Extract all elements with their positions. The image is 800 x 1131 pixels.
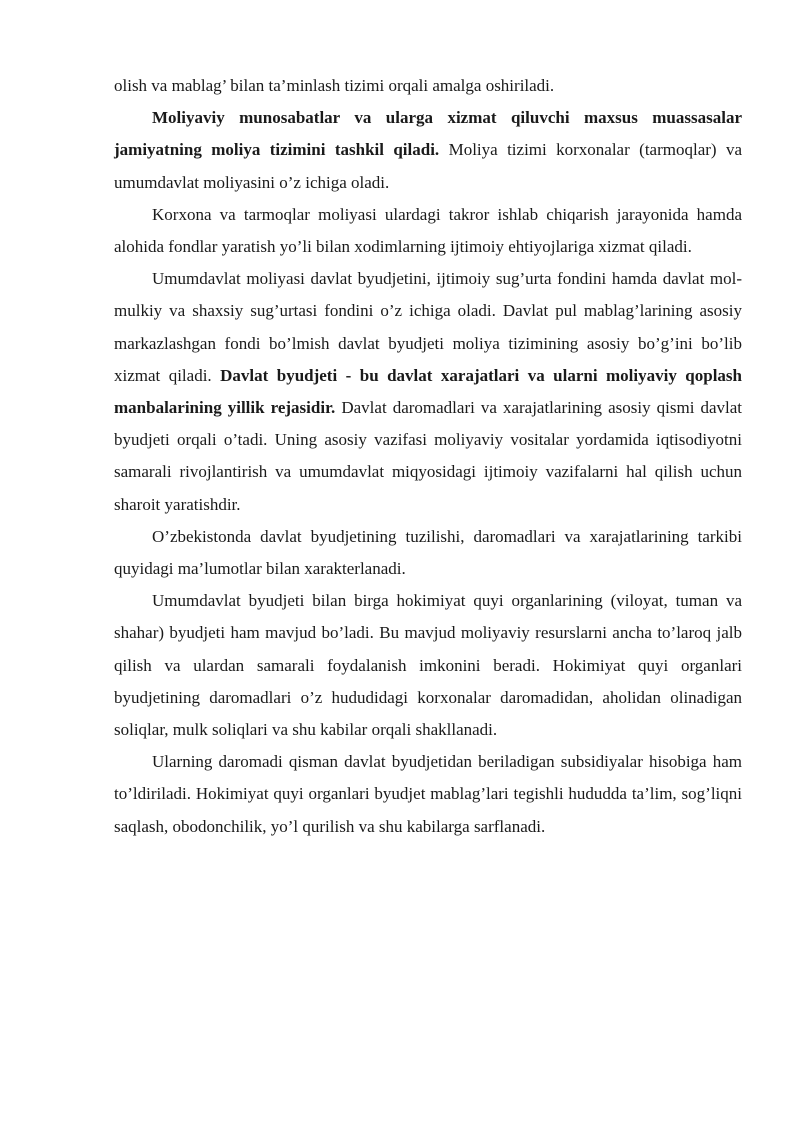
paragraph-text: Umumdavlat byudjeti bilan birga hokimiyat quyi organlarining (viloyat, tuman va shahar) byudjeti ham mavjud bo’ladi. Bu mavjud moliyaviy resurslarni ancha to’laroq jalb qilish va ulardan samarali foydalanish imkonini beradi. Hokimiyat quyi organlari byudjetining daromadlari o’z hududidagi korxonalar daromadidan, aholidan olinadigan soliqlar, mulk soliqlari va shu kabilar orqali shakllanadi.	[114, 591, 742, 740]
paragraph-text: olish va mablag’ bilan ta’minlash tizimi orqali amalga oshiriladi.	[114, 76, 555, 95]
paragraph-4	[114, 521, 742, 585]
document-page	[114, 70, 742, 843]
paragraph-6	[114, 746, 742, 843]
bold-definition: Davlat byudjeti - bu davlat xarajatlari va ularni moliyaviy qoplash manbalarining yillik rejasidir.	[114, 365, 742, 418]
paragraph-3	[114, 263, 742, 521]
paragraph-2	[114, 199, 742, 263]
paragraph-0	[114, 70, 742, 102]
bold-definition: Moliyaviy munosabatlar va ularga xizmat qiluvchi maxsus muassasalar jamiyatning moliya tizimini tashkil qiladi.	[114, 108, 742, 160]
paragraph-text: O’zbekistonda davlat byudjetining tuzilishi, daromadlari va xarajatlarining tarkibi quyidagi ma’lumotlar bilan xarakterlanadi.	[114, 526, 742, 579]
paragraph-text: Umumdavlat moliyasi davlat byudjetini, ijtimoiy sug’urta fondini hamda davlat mol-mulkiy va shaxsiy sug’urtasi fondini o’z ichiga oladi. Davlat pul mablag’larining asosiy markazlashgan fondi bo’lmish davlat byudjeti moliya tizimining asosiy bo’g’ini bo’lib xizmat qiladi.	[114, 269, 742, 385]
paragraph-1	[114, 102, 742, 199]
paragraph-text: Moliya tizimi korxonalar (tarmoqlar) va umumdavlat moliyasini o’z ichiga oladi.	[114, 140, 742, 192]
paragraph-text: Ularning daromadi qisman davlat byudjetidan beriladigan subsidiyalar hisobiga ham to’ldiriladi. Hokimiyat quyi organlari byudjet mablag’lari tegishli hududda ta’lim, sog’liqni saqlash, obodonchilik, yo’l qurilish va shu kabilarga sarflanadi.	[114, 752, 742, 836]
paragraph-text: Korxona va tarmoqlar moliyasi ulardagi takror ishlab chiqarish jarayonida hamda alohida fondlar yaratish yo’li bilan xodimlarning ijtimoiy ehtiyojlariga xizmat qiladi.	[114, 204, 742, 257]
paragraph-5	[114, 585, 742, 746]
paragraph-text: Davlat daromadlari va xarajatlarining asosiy qismi davlat byudjeti orqali o’tadi. Uning asosiy vazifasi moliyaviy vositalar yordamida iqtisodiyotni samarali rivojlantirish va umumdavlat miqyosidagi ijtimoiy vazifalarni hal qilish uchun sharoit yaratishdir.	[114, 398, 742, 514]
